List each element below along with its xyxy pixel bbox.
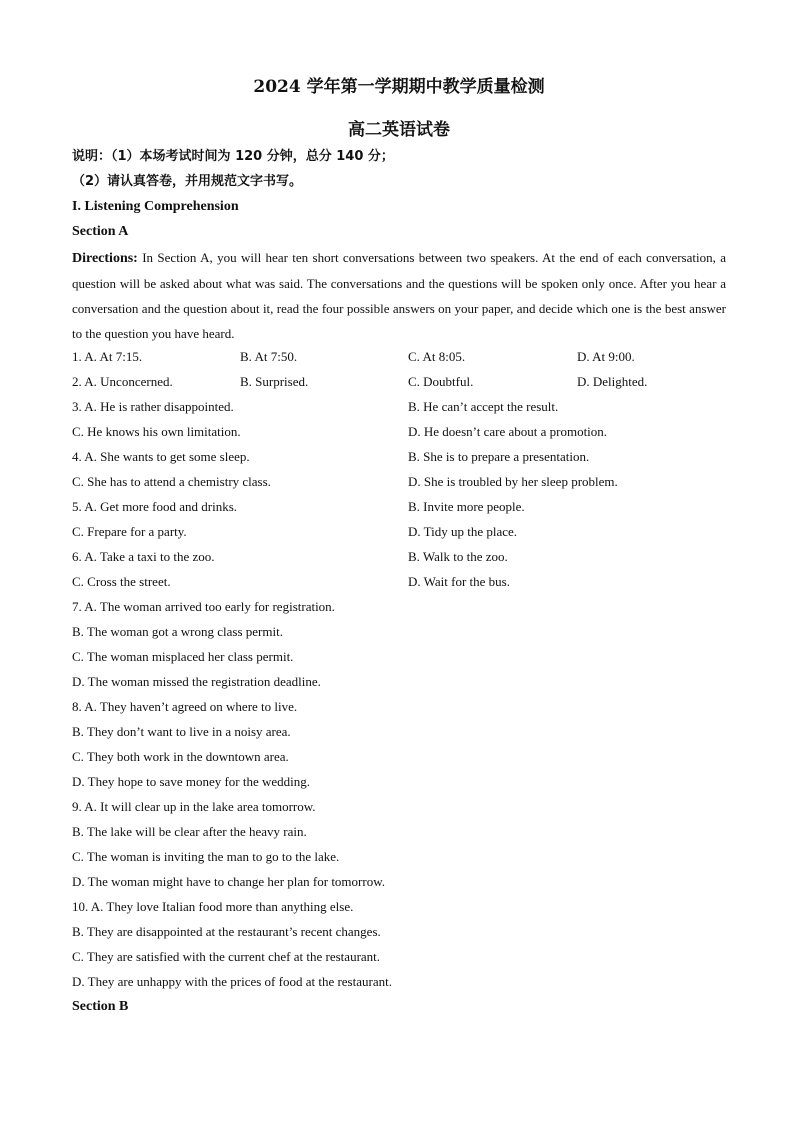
q7-option-c: C. The woman misplaced her class permit.	[72, 649, 294, 664]
q1-option-a: 1. A. At 7:15.	[72, 349, 143, 364]
q4-option-a: 4. A. She wants to get some sleep.	[72, 449, 250, 464]
q10-option-a: 10. A. They love Italian food more than anything else.	[72, 899, 354, 914]
q6-option-a: 6. A. Take a taxi to the zoo.	[72, 549, 215, 564]
q5-option-a: 5. A. Get more food and drinks.	[72, 499, 238, 514]
q1-option-d: D. At 9:00.	[577, 349, 635, 364]
q9-option-c: C. The woman is inviting the man to go to the lake.	[72, 849, 340, 864]
q8-option-a: 8. A. They haven’t agreed on where to live.	[72, 699, 298, 714]
q1-option-c: C. At 8:05.	[408, 349, 466, 364]
q8-option-d: D. They hope to save money for the wedding.	[72, 774, 311, 789]
section-b-heading: Section B	[72, 999, 129, 1014]
q7-option-b: B. The woman got a wrong class permit.	[72, 624, 283, 639]
part-heading: I. Listening Comprehension	[72, 199, 239, 214]
q3-option-c: C. He knows his own limitation.	[72, 424, 241, 439]
exam-subtitle: 高二英语试卷	[348, 120, 450, 140]
q6-option-c: C. Cross the street.	[72, 574, 171, 589]
q3-option-d: D. He doesn’t care about a promotion.	[408, 424, 608, 439]
q7-option-d: D. The woman missed the registration deadline.	[72, 674, 321, 689]
q4-option-d: D. She is troubled by her sleep problem.	[408, 474, 618, 489]
q3-option-a: 3. A. He is rather disappointed.	[72, 399, 234, 414]
q9-option-d: D. The woman might have to change her plan for tomorrow.	[72, 874, 385, 889]
directions-paragraph	[72, 245, 726, 346]
q2-option-d: D. Delighted.	[577, 374, 648, 389]
q2-option-b: B. Surprised.	[240, 374, 309, 389]
q7-option-a: 7. A. The woman arrived too early for registration.	[72, 599, 335, 614]
q6-option-d: D. Wait for the bus.	[408, 574, 510, 589]
q2-option-a: 2. A. Unconcerned.	[72, 374, 173, 389]
q4-option-b: B. She is to prepare a presentation.	[408, 449, 590, 464]
directions-text: In Section A, you will hear ten short conversations between two speakers. At the end of each conversation, a question will be asked about what was said. The conversations and the questions will be spoken only once. After you hear a conversation and the question about it, read the four possible answers on your paper, and decide which one is the best answer to the question you have heard.	[72, 250, 726, 341]
q5-option-b: B. Invite more people.	[408, 499, 525, 514]
q5-option-d: D. Tidy up the place.	[408, 524, 518, 539]
instructions-line-1: 说明：（1）本场考试时间为 120 分钟，总分 140 分；	[72, 149, 394, 164]
q1-option-b: B. At 7:50.	[240, 349, 298, 364]
q6-option-b: B. Walk to the zoo.	[408, 549, 508, 564]
q4-option-c: C. She has to attend a chemistry class.	[72, 474, 271, 489]
q8-option-c: C. They both work in the downtown area.	[72, 749, 289, 764]
q10-option-b: B. They are disappointed at the restaurant’s recent changes.	[72, 924, 381, 939]
q3-option-b: B. He can’t accept the result.	[408, 399, 559, 414]
instructions-line-2: （2）请认真答卷，并用规范文字书写。	[72, 174, 303, 189]
q8-option-b: B. They don’t want to live in a noisy area.	[72, 724, 291, 739]
q10-option-c: C. They are satisfied with the current chef at the restaurant.	[72, 949, 381, 964]
directions-label: Directions:	[72, 251, 138, 266]
q5-option-c: C. Frepare for a party.	[72, 524, 187, 539]
section-a-heading: Section A	[72, 224, 129, 239]
q9-option-a: 9. A. It will clear up in the lake area tomorrow.	[72, 799, 316, 814]
exam-title: 2024 学年第一学期期中教学质量检测	[253, 77, 545, 97]
q9-option-b: B. The lake will be clear after the heavy rain.	[72, 824, 307, 839]
q2-option-c: C. Doubtful.	[408, 374, 474, 389]
q10-option-d: D. They are unhappy with the prices of food at the restaurant.	[72, 974, 392, 989]
